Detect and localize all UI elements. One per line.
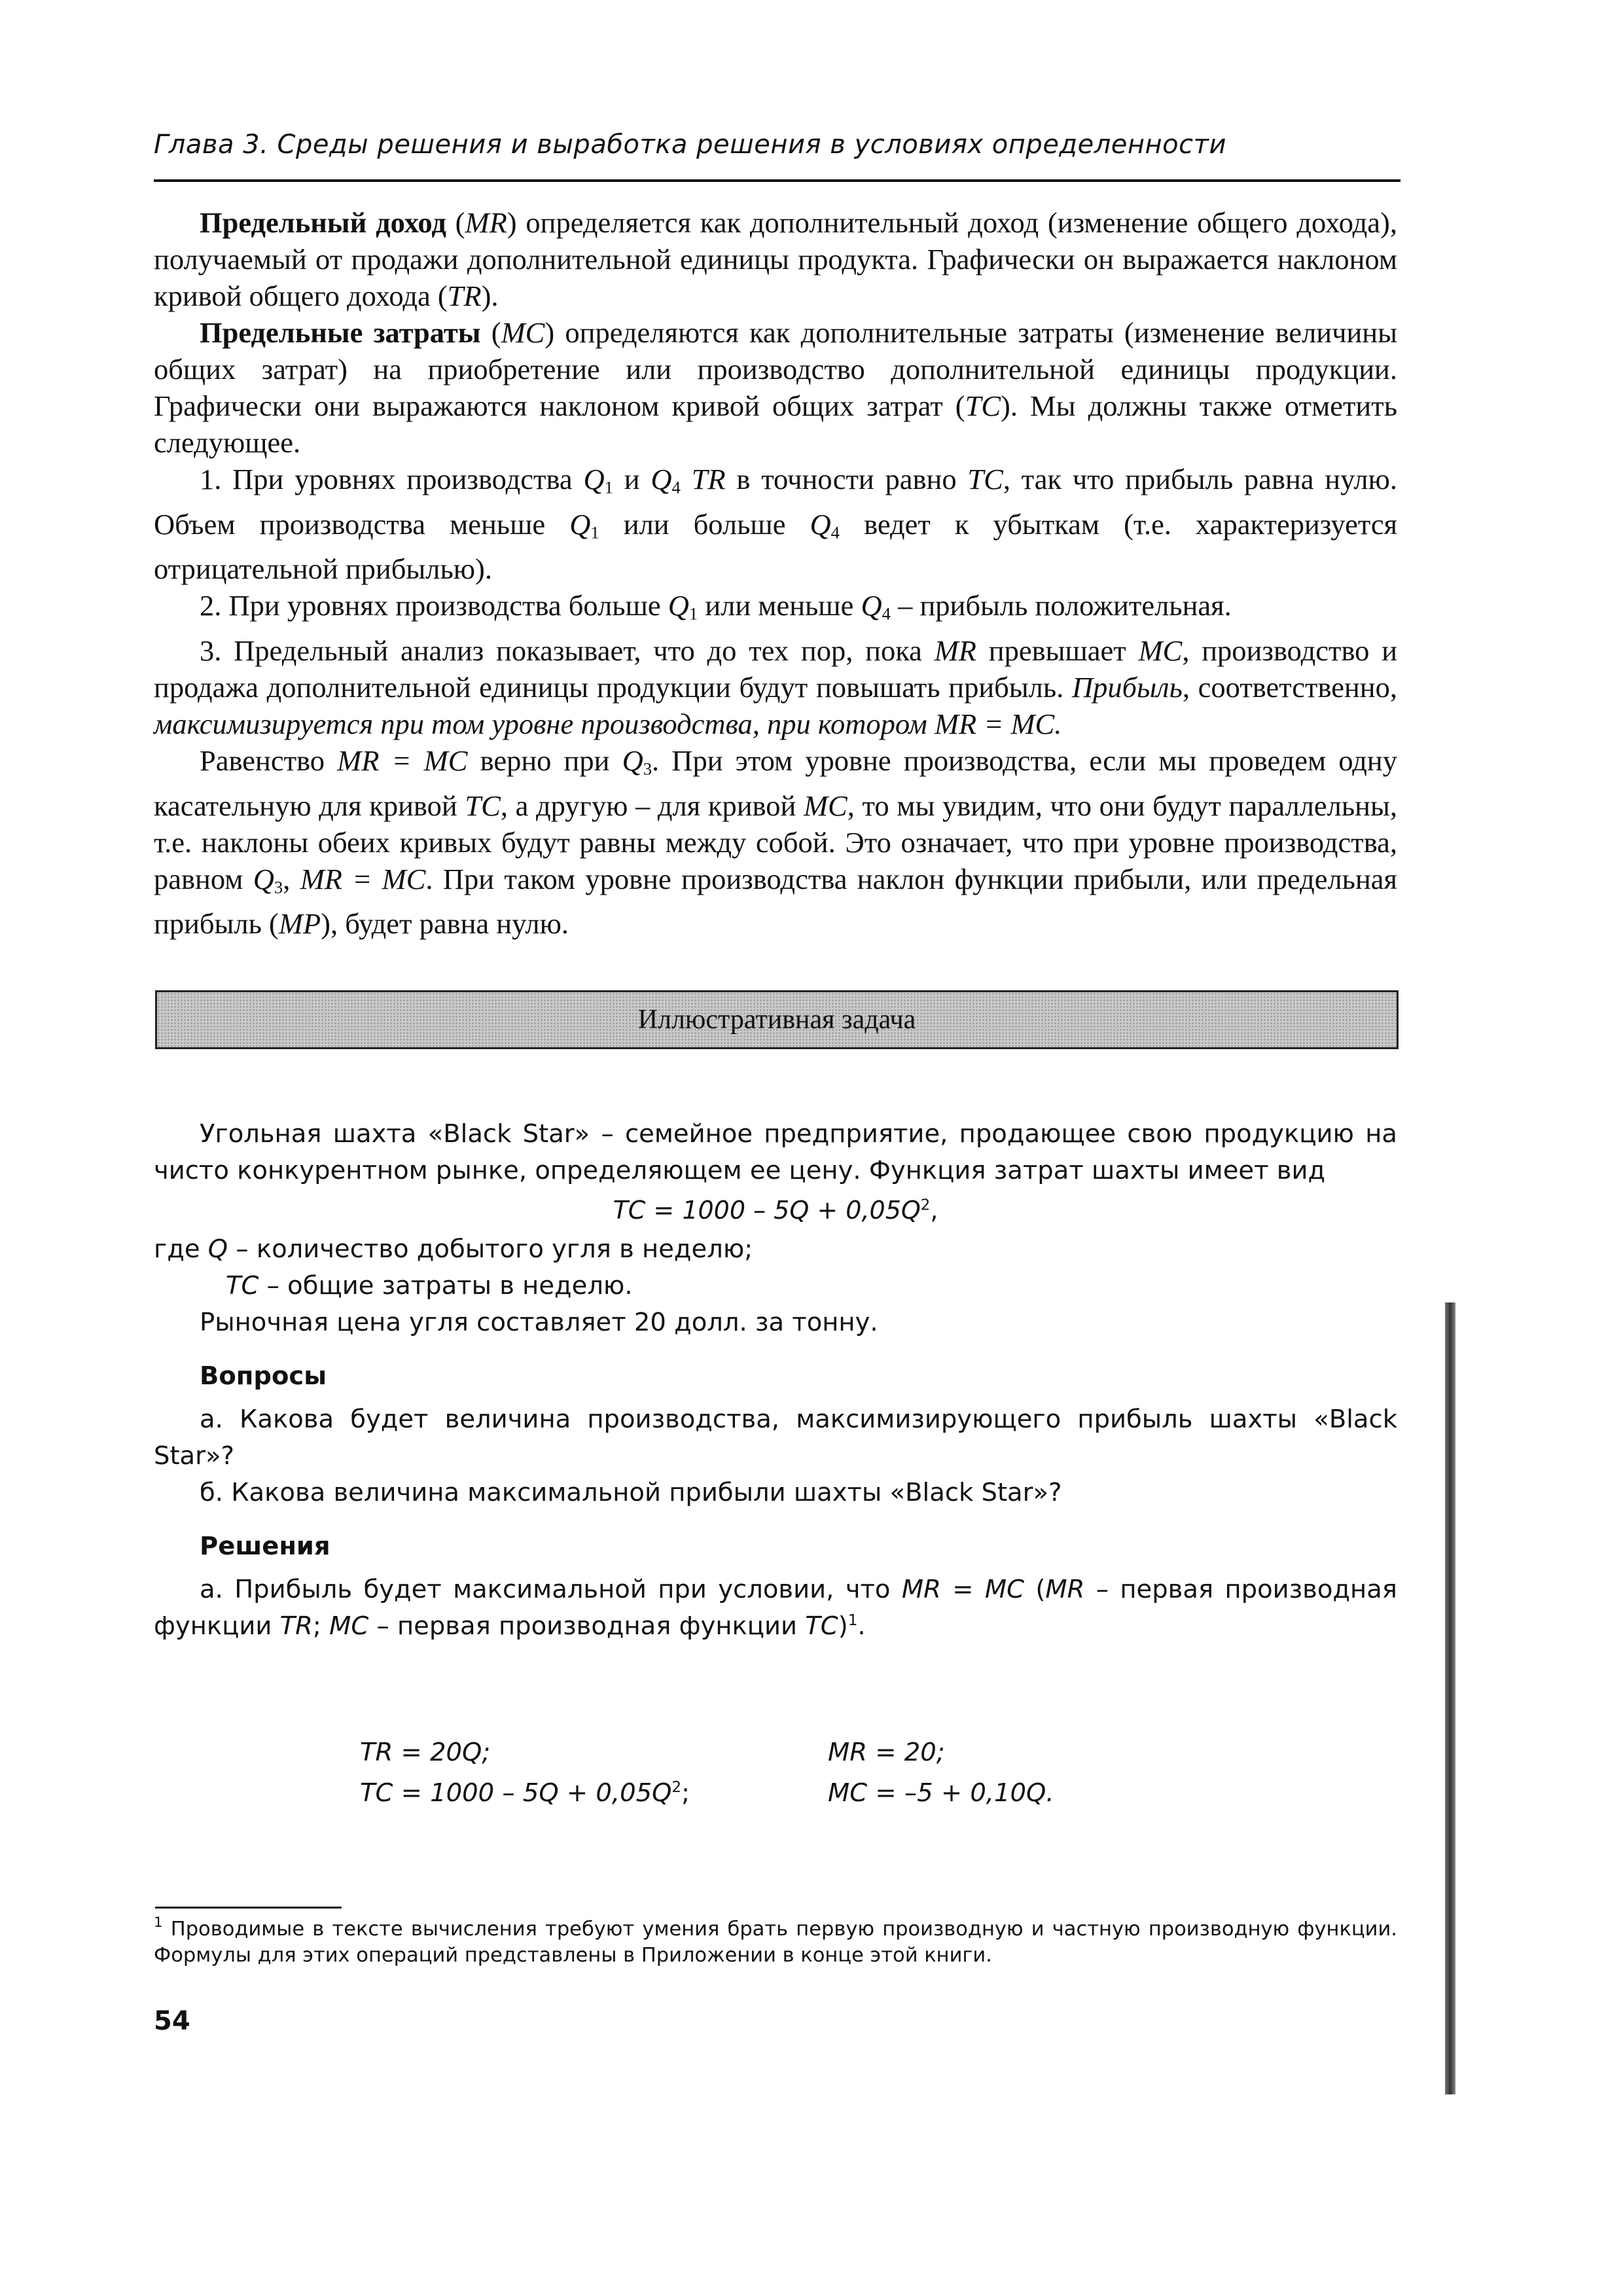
symbol-mc: MC [1138, 634, 1183, 668]
text-fragment: в точности равно [736, 463, 957, 495]
text-fragment: , [930, 1196, 938, 1225]
section-banner [155, 990, 1399, 1049]
subscript: 3 [274, 877, 283, 897]
symbol-q: Q [861, 589, 882, 622]
text-fragment: 2. При уровнях производства больше [200, 589, 661, 622]
symbol-tc: TC [805, 1611, 838, 1641]
question-b: б. Какова величина максимальной прибыли шахты «Black Star»? [200, 1478, 1062, 1507]
text-fragment: или больше [623, 507, 786, 541]
italic-text: Прибыль [1072, 671, 1183, 704]
where-tc [154, 1268, 1397, 1304]
definition-text: определяются как дополнительные затраты (изменение величины общих затрат) на приобретение или производство дополнительной единицы продукции. Графически они выражаются наклоном кривой общих затрат ( [154, 316, 1397, 422]
equation-inline: MR = MC [901, 1575, 1024, 1604]
equation-tc [360, 1778, 690, 1808]
formula-text: TC = 1000 – 5Q + 0,05Q [613, 1196, 921, 1225]
term-marginal-revenue: Предельный доход [200, 206, 446, 239]
symbol-tc: TC [967, 463, 1003, 495]
text-fragment: – количество добытого угля в неделю; [236, 1234, 753, 1264]
symbol-q: Q [668, 589, 689, 622]
equation-mc [828, 1778, 1054, 1808]
text-fragment: , а другую – для кривой [500, 789, 796, 822]
equation-text: MC = –5 + 0,10Q. [828, 1778, 1054, 1808]
text-fragment: , [283, 862, 291, 895]
symbol-tr: TR [691, 463, 726, 495]
superscript: 2 [671, 1779, 682, 1797]
subscript: 3 [643, 759, 652, 779]
text-fragment: и [624, 463, 640, 495]
text-fragment: – первая производная функции [376, 1611, 798, 1641]
text-fragment: Равенство [200, 744, 325, 778]
text-fragment: ведет к убыткам (т.е. характеризуется отрицательной прибылью). [154, 507, 1398, 586]
list-item-2 [154, 587, 1397, 632]
text-fragment: , производство и продажа дополнительной единицы продукции будут повышать прибыль. [154, 634, 1398, 704]
solutions-heading: Решения [200, 1532, 330, 1561]
questions-heading: Вопросы [200, 1361, 327, 1391]
banner-title: Иллюстративная задача [637, 1005, 916, 1035]
running-head [154, 130, 1397, 160]
symbol-q: Q [253, 862, 274, 895]
scan-edge-shadow [1445, 1302, 1455, 2094]
theory-section [154, 204, 1397, 942]
list-item-3 [154, 632, 1397, 742]
text-fragment: ), будет равна нулю. [321, 907, 569, 941]
question-a: а. Какова будет величина производства, максимизирующего прибыль шахты «Black Star»? [154, 1405, 1397, 1471]
text-fragment: – первая производная функции [154, 1575, 1397, 1641]
symbol-mc: MC [803, 789, 847, 822]
market-price: Рыночная цена угля составляет 20 долл. за тонну. [200, 1308, 878, 1337]
symbol-tc: TC [226, 1271, 259, 1300]
text-fragment: – прибыль положительная. [898, 589, 1232, 622]
text-fragment: ). Мы должны также отметить следующее. [154, 389, 1397, 459]
problem-intro: Угольная шахта «Black Star» – семейное предприятие, продающее свою продукцию на чисто конкурентном рынке, определяющем ее цену. Функция затрат шахты имеет вид [154, 1119, 1397, 1185]
subscript: 1 [590, 522, 599, 543]
text-fragment: ; [681, 1778, 690, 1808]
text-fragment: 1. При уровнях производства [200, 463, 573, 495]
equation-inline: MR = MC [300, 862, 426, 895]
footnote-marker: 1 [847, 1612, 858, 1630]
symbol-q: Q [569, 507, 591, 541]
text-fragment: , так что прибыль равна нулю. Объем производства меньше [154, 463, 1397, 541]
text-fragment: ) [838, 1611, 848, 1641]
symbol-q: Q [651, 463, 672, 495]
italic-emphasis: максимизируется при том уровне производства, при котором MR = MC. [154, 708, 1062, 741]
symbol-tc: TC [465, 789, 501, 822]
subscript: 1 [688, 604, 698, 624]
list-item-1 [154, 461, 1397, 587]
abbr-tr: TR [447, 279, 482, 312]
abbr-tc: TC [965, 389, 1001, 422]
text-fragment: 3. Предельный анализ показывает, что до тех пор, пока [200, 634, 922, 668]
equation-text: TC = 1000 – 5Q + 0,05Q [360, 1778, 672, 1808]
text-fragment: ( [1035, 1575, 1046, 1604]
footnote-marker: 1 [154, 1914, 163, 1931]
abbr-mr: MR [465, 206, 507, 239]
text-fragment: – общие затраты в неделю. [266, 1271, 633, 1300]
equation-text: MR = 20; [828, 1738, 945, 1767]
text-fragment: . При этом уровне производства, если мы проведем одну касательную для кривой [154, 744, 1397, 822]
symbol-q: Q [622, 744, 643, 778]
subscript: 4 [671, 477, 681, 497]
subscript: 1 [604, 477, 613, 497]
symbol-tr: TR [279, 1611, 313, 1641]
footnote-text: Проводимые в тексте вычисления требуют умения брать первую производную и частную производную функции. Формулы для этих операций представлены в Приложении в конце этой книги. [154, 1918, 1397, 1967]
solution-a [154, 1571, 1397, 1645]
symbol-mc: MC [329, 1611, 369, 1641]
subscript: 4 [882, 604, 891, 624]
text-fragment: где [154, 1234, 200, 1264]
problem-section [154, 1116, 1397, 1645]
text-fragment: . [857, 1611, 866, 1641]
text-fragment: верно при [480, 744, 610, 778]
text-fragment: или меньше [705, 589, 854, 622]
paragraph-marginal-cost: Предельные затраты (MC) определяются как дополнительные затраты (изменение величины общих затрат) на приобретение или производство дополнительной единицы продукции. Графически они выражаются наклоном кривой общих затрат (TC). Мы должны также отметить следующее. [154, 316, 1397, 459]
page-number: 54 [154, 2006, 190, 2036]
chapter-title: Глава 3. Среды решения и выработка решения в условиях определенности [154, 130, 1226, 160]
paragraph-marginal-revenue: Предельный доход (MR) определяется как дополнительный доход (изменение общего дохода), получаемый от продажи дополнительной единицы продукта. Графически он выражается наклоном кривой общего дохода (TR). [154, 206, 1397, 312]
footnote-divider [155, 1907, 342, 1909]
cost-formula [154, 1192, 1397, 1229]
symbol-q: Q [810, 507, 831, 541]
header-divider [154, 179, 1400, 182]
text-fragment: . При таком уровне производства наклон функции прибыли, или предельная прибыль ( [154, 862, 1398, 941]
text-fragment: превышает [988, 634, 1126, 668]
superscript: 2 [920, 1196, 931, 1214]
equation-text: TR = 20Q; [360, 1738, 491, 1767]
text-fragment: , соответственно, [1182, 671, 1397, 704]
paragraph-equality [154, 742, 1397, 942]
equation-tr [360, 1738, 490, 1767]
equation-mr [828, 1738, 945, 1767]
symbol-q: Q [583, 463, 605, 495]
symbol-mp: MP [278, 907, 321, 941]
where-q [154, 1231, 1397, 1268]
footnote [154, 1916, 1397, 1969]
definition-text: определяется как дополнительный доход (изменение общего дохода), получаемый от продажи дополнительной единицы продукта. Графически он выражается наклоном кривой общего дохода ( [154, 206, 1397, 312]
abbr-mc: MC [501, 316, 545, 349]
text-fragment: , то мы увидим, что они будут параллельны, т.е. наклоны обеих кривых будут равны между собой. Это означает, что при уровне производства, равном [154, 789, 1398, 895]
symbol-q: Q [207, 1234, 228, 1264]
text-fragment: ). [481, 279, 499, 312]
text-fragment: ; [312, 1611, 321, 1641]
term-marginal-cost: Предельные затраты [200, 316, 481, 349]
symbol-mr: MR [934, 634, 976, 668]
text-fragment: а. Прибыль будет максимальной при условии, что [200, 1575, 891, 1604]
subscript: 4 [830, 522, 840, 543]
equation-inline: MR = MC [337, 744, 468, 778]
symbol-mr: MR [1045, 1575, 1085, 1604]
